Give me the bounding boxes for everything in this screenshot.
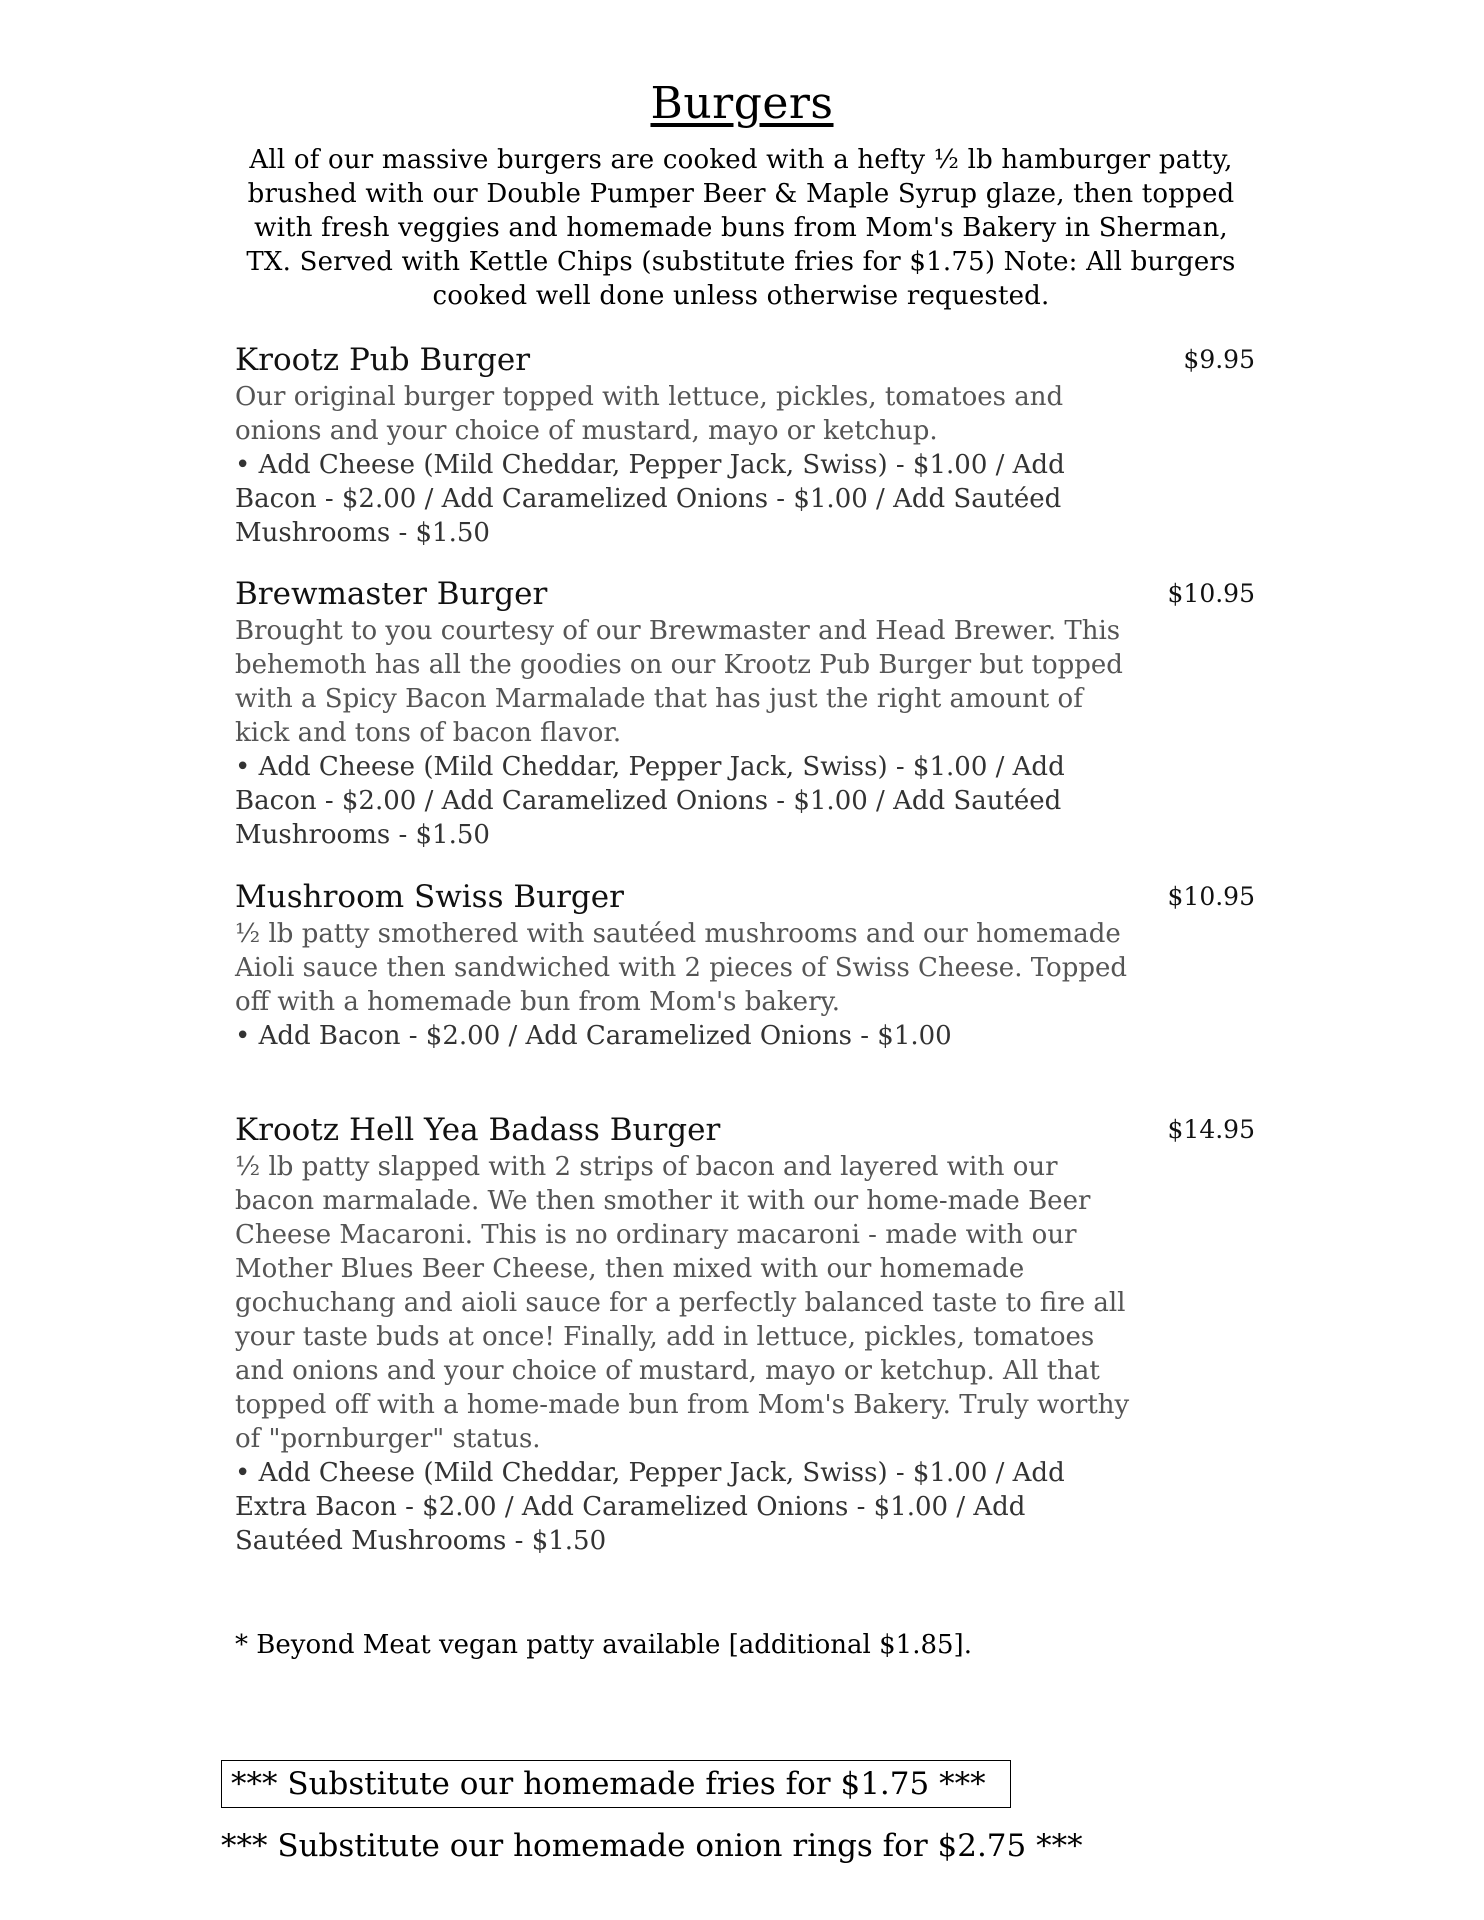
item-header	[235, 1110, 1255, 1150]
menu-item-brewmaster-burger	[235, 574, 1255, 852]
item-price: $9.95	[1183, 345, 1255, 374]
item-addons: • Add Cheese (Mild Cheddar, Pepper Jack, Swiss) - $1.00 / Add Bacon - $2.00 / Add Caramelized Onions - $1.00 / Add Sautéed Mushrooms - $1.50	[235, 450, 1065, 548]
item-header	[235, 877, 1255, 917]
item-name: Krootz Hell Yea Badass Burger	[235, 1112, 721, 1148]
item-header	[235, 574, 1255, 614]
item-description: ½ lb patty smothered with sautéed mushrooms and our homemade Aioli sauce then sandwiched with 2 pieces of Swiss Cheese. Topped off with a homemade bun from Mom's bakery.	[235, 919, 1128, 1017]
fries-substitute-box: *** Substitute our homemade fries for $1.75 ***	[221, 1760, 1011, 1808]
intro-text: All of our massive burgers are cooked with a hefty ½ lb hamburger patty, brushed with our Double Pumper Beer & Maple Syrup glaze, then topped with fresh veggies and homemade buns from Mom's Bakery in Sherman, TX. Served with Kettle Chips (substitute fries for $1.75) Note: All burgers cooked well done unless otherwise requested.	[246, 145, 1236, 311]
item-price: $10.95	[1167, 882, 1255, 911]
menu-item-krootz-pub-burger	[235, 340, 1255, 550]
item-price: $10.95	[1167, 579, 1255, 608]
item-description: Brought to you courtesy of our Brewmaster and Head Brewer. This behemoth has all the goodies on our Krootz Pub Burger but topped with a Spicy Bacon Marmalade that has just the right amount of kick and tons of bacon flavor.	[235, 616, 1123, 748]
item-description: ½ lb patty slapped with 2 strips of bacon and layered with our bacon marmalade. We then smother it with our home-made Beer Cheese Macaroni. This is no ordinary macaroni - made with our Mother Blues Beer Cheese, then mixed with our homemade gochuchang and aioli sauce for a perfectly balanced taste to fire all your taste buds at once! Finally, add in lettuce, pickles, tomatoes and onions and your choice of mustard, mayo or ketchup. All that topped off with a home-made bun from Mom's Bakery. Truly worthy of "pornburger" status.	[235, 1152, 1130, 1454]
item-price: $14.95	[1167, 1115, 1255, 1144]
item-addons: • Add Cheese (Mild Cheddar, Pepper Jack, Swiss) - $1.00 / Add Bacon - $2.00 / Add Caramelized Onions - $1.00 / Add Sautéed Mushrooms - $1.50	[235, 752, 1065, 850]
item-description: Our original burger topped with lettuce, pickles, tomatoes and onions and your choice of mustard, mayo or ketchup.	[235, 382, 1064, 446]
item-name: Mushroom Swiss Burger	[235, 879, 624, 915]
item-name: Brewmaster Burger	[235, 576, 548, 612]
item-name: Krootz Pub Burger	[235, 342, 531, 378]
item-addons: • Add Cheese (Mild Cheddar, Pepper Jack, Swiss) - $1.00 / Add Extra Bacon - $2.00 / Add Caramelized Onions - $1.00 / Add Sautéed Mushrooms - $1.50	[235, 1458, 1065, 1556]
item-header	[235, 340, 1255, 380]
menu-item-mushroom-swiss-burger	[235, 877, 1255, 1053]
onion-rings-substitute: *** Substitute our homemade onion rings for $2.75 ***	[221, 1828, 1083, 1864]
page-title: Burgers	[650, 78, 834, 129]
menu-item-hell-yea-badass-burger	[235, 1110, 1255, 1558]
vegan-patty-note: * Beyond Meat vegan patty available [additional $1.85].	[235, 1630, 972, 1660]
item-addons: • Add Bacon - $2.00 / Add Caramelized Onions - $1.00	[235, 1021, 952, 1051]
